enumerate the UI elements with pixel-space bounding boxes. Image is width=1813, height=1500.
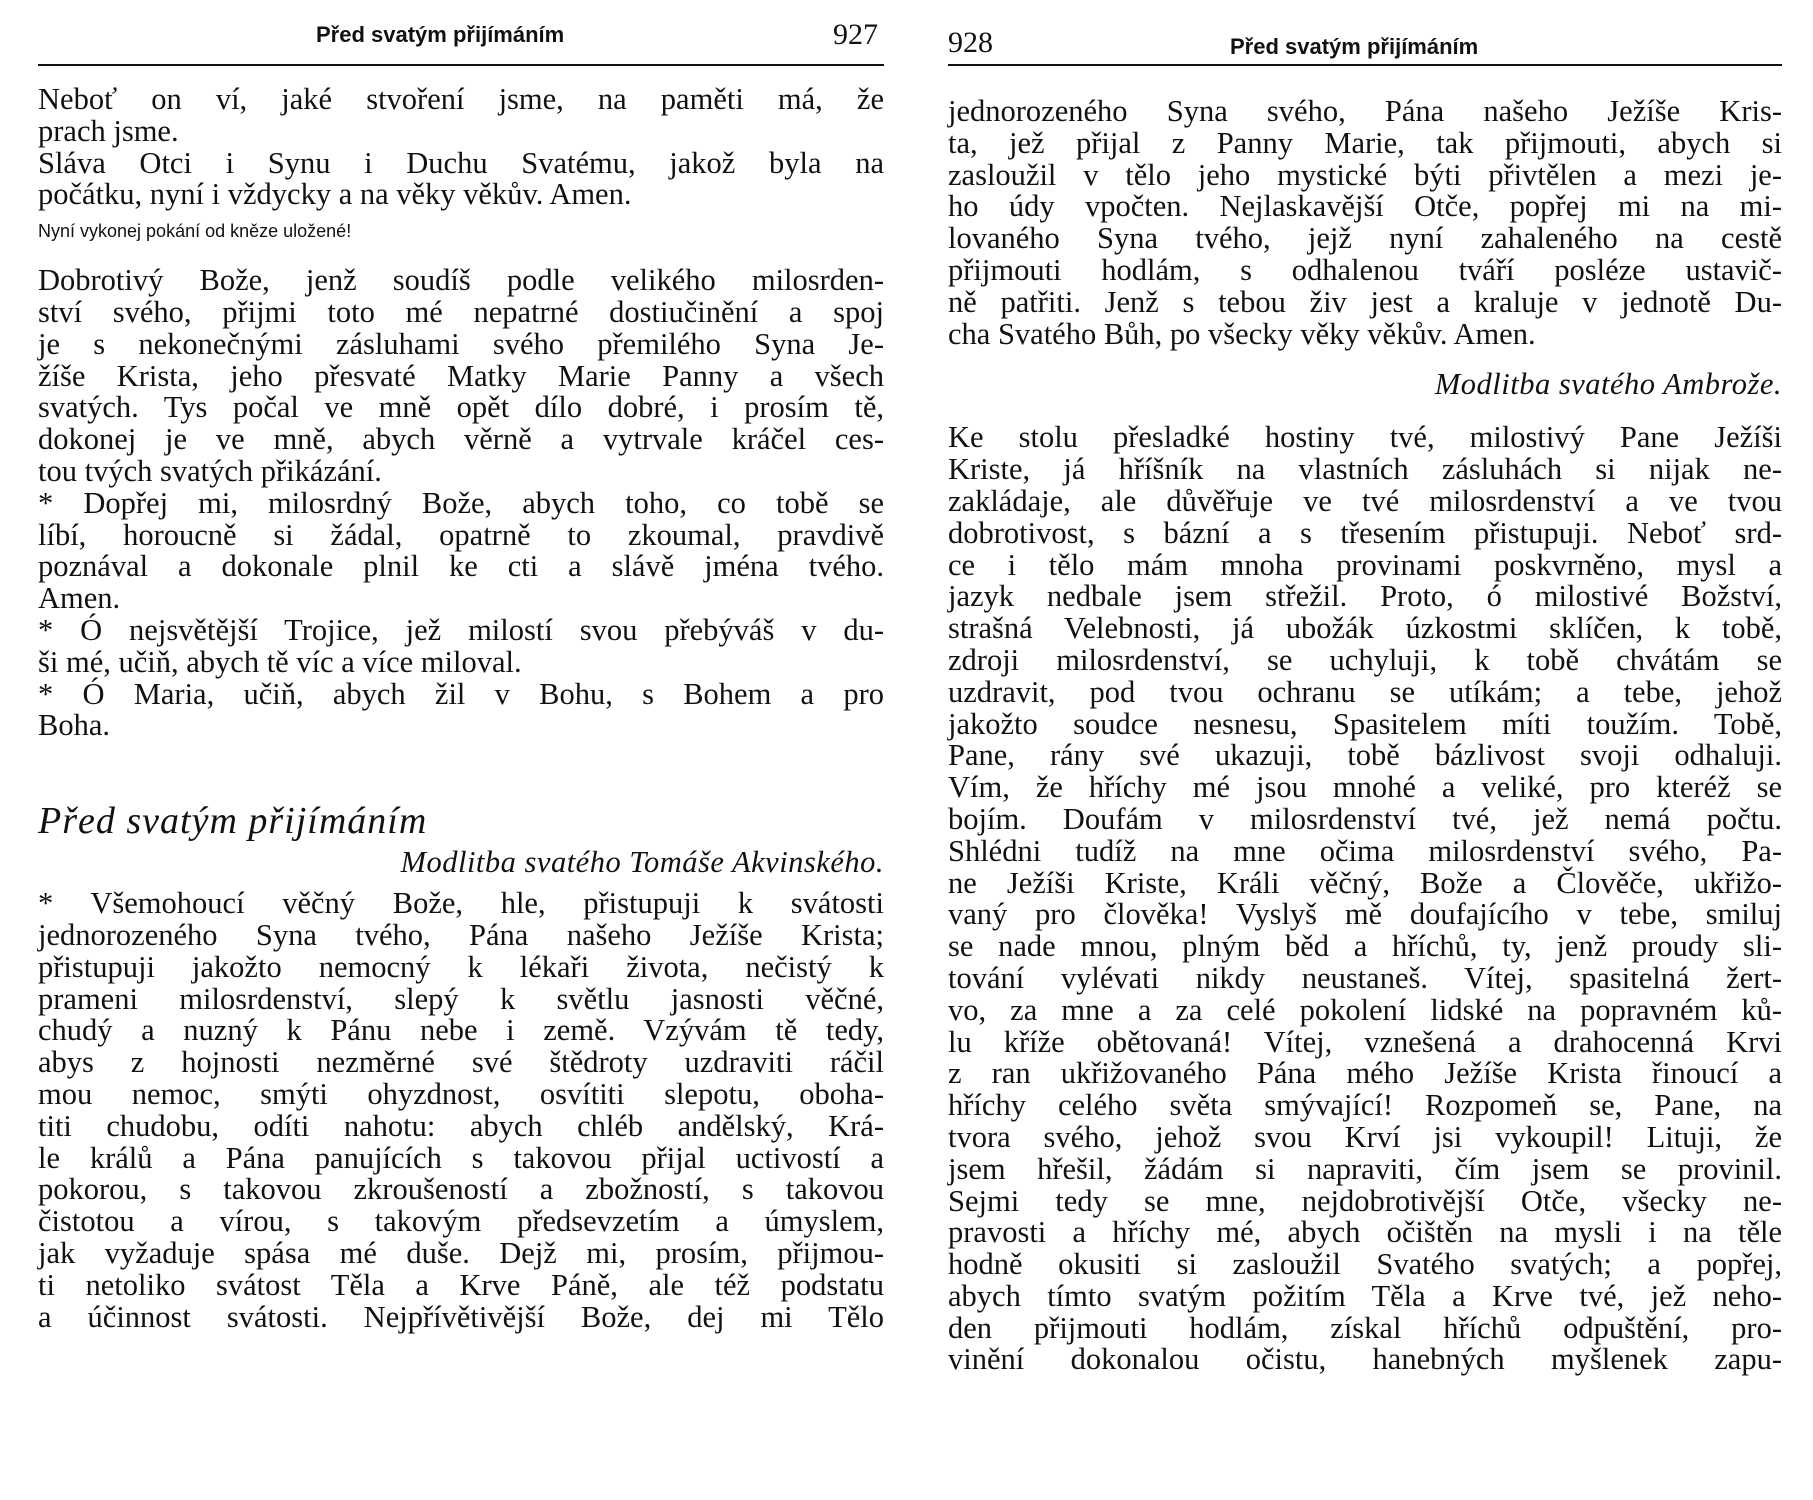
text-line: lu kříže obětovaná! Vítej, vznešená a drahocenná Krvi (948, 1024, 1782, 1059)
text-line: žíše Krista, jeho přesvaté Matky Marie Panny a všech (38, 358, 884, 393)
text-line: Sejmi tedy se mne, nejdobrotivější Otče, všecky ne- (948, 1183, 1782, 1218)
text-line: cha Svatého Bůh, po všecky věky věkův. Amen. (948, 316, 1536, 351)
text-line: pravosti a hříchy mé, abych očištěn na mysli i na těle (948, 1215, 1782, 1250)
text-block (948, 96, 1782, 350)
right-page-header (948, 16, 1782, 66)
text-line: jak vyžaduje spása mé duše. Dejž mi, prosím, přijmou- (38, 1235, 884, 1270)
text-line: ce i tělo mám mnoha provinami poskvrněno, mysl a (948, 547, 1782, 582)
text-line: hříchy celého světa smývající! Rozpomeň se, Pane, na (948, 1088, 1782, 1123)
left-page-header (38, 16, 884, 66)
text-line: Dobrotivý Bože, jenž soudíš podle velikého milosrden- (38, 263, 884, 298)
text-line: poznával a dokonale plnil ke cti a slávě jména tvého. (38, 549, 884, 584)
left-page (38, 0, 884, 1500)
text-line: vaný pro člověka! Vyslyš mě doufajícího v tebe, smiluj (948, 897, 1782, 932)
text-line: abych tímto svatým požitím Těla a Krve tvé, jež neho- (948, 1278, 1782, 1313)
text-line: dokonej je ve mně, abych věrně a vytrvale kráčel ces- (38, 422, 884, 457)
text-line: lovaného Syna tvého, jejž nyní zahaleného na cestě (948, 221, 1782, 256)
text-line: Shlédni tudíž na mne očima milosrdenství svého, Pa- (948, 833, 1782, 868)
text-line: tou tvých svatých přikázání. (38, 453, 382, 488)
text-line: Sláva Otci i Synu i Duchu Svatému, jakož byla na (38, 145, 884, 180)
text-line: jazyk nedbale jsem střežil. Proto, ó milostivé Božství, (948, 579, 1782, 614)
text-line: vinění dokonalou očistu, hanebných myšlenek zapu- (948, 1342, 1782, 1377)
text-line: z ran ukřižovaného Pána mého Ježíše Krista řinoucí a (948, 1056, 1782, 1091)
text-line: přistupuji jakožto nemocný k lékaři života, nečistý k (38, 949, 884, 984)
text-line: Kriste, já hříšník na vlastních zásluhách si nijak ne- (948, 452, 1782, 487)
text-line: hodně okusiti si zasloužil Svatého svatých; a popřej, (948, 1247, 1782, 1282)
text-line: tování vylévati nikdy neustaneš. Vítej, spasitelná žert- (948, 960, 1782, 995)
text-line: ta, jež přijal z Panny Marie, tak přijmouti, abych si (948, 125, 1782, 160)
text-line: mou nemoc, smýti ohyzdnost, osvítiti slepotu, oboha- (38, 1076, 884, 1111)
text-block (38, 888, 884, 1333)
text-line: čistotou a vírou, s takovým předsevzetím a úmyslem, (38, 1204, 884, 1239)
right-page (948, 0, 1782, 1500)
text-line: počátku, nyní i vždycky a na věky věkův. Amen. (38, 177, 632, 212)
text-line: pokorou, s takovou zkroušeností a zbožností, s takovou (38, 1172, 884, 1207)
section-heading: Před svatým přijímáním (38, 800, 428, 843)
text-line: * Všemohoucí věčný Bože, hle, přistupuji k svátosti (38, 886, 884, 921)
text-line: zakládaje, ale důvěřuje ve tvé milosrdenství a ve tvou (948, 483, 1782, 518)
text-line: strašná Velebnosti, já ubožák úzkostmi sklíčen, k tobě, (948, 611, 1782, 646)
text-line: se nade mnou, plným běd a hříchů, ty, jenž proudy sli- (948, 929, 1782, 964)
text-line: Boha. (38, 708, 111, 743)
text-line: Ke stolu přesladké hostiny tvé, milostivý Pane Ježíši (948, 420, 1782, 455)
text-line: tvora svého, jehož svou Krví jsi vykoupil! Lituji, že (948, 1119, 1782, 1154)
instruction-note: Nyní vykonej pokání od kněze uložené! (38, 221, 352, 242)
text-line: le králů a Pána panujících s takovou přijal uctivostí a (38, 1140, 884, 1175)
text-line: chudý a nuzný k Pánu nebe i země. Vzývám tě tedy, (38, 1013, 884, 1048)
text-line: a účinnost svátosti. Nejpřívětivější Bože, dej mi Tělo (38, 1299, 884, 1334)
text-line: ti netoliko svátost Těla a Krve Páně, ale též podstatu (38, 1267, 884, 1302)
text-line: Vím, že hříchy mé jsou mnohé a veliké, pro kteréž se (948, 770, 1782, 805)
text-line: líbí, horoucně si žádal, opatrně to zkoumal, pravdivě (38, 517, 884, 552)
text-line: uzdravit, pod tvou ochranu se utíkám; a tebe, jehož (948, 674, 1782, 709)
text-line: jsem hřešil, žádám si napraviti, čím jsem se provinil. (948, 1151, 1782, 1186)
page-number: 928 (948, 26, 993, 59)
text-line: zasloužil v tělo jeho mystické býti přivtělen a mezi je- (948, 157, 1782, 192)
text-line: vo, za mne a za celé pokolení lidské na popravném ků- (948, 992, 1782, 1027)
text-line: abys z hojnosti nezměrné své štědroty uzdraviti ráčil (38, 1045, 884, 1080)
running-title: Před svatým přijímáním (1230, 34, 1479, 59)
text-line: bojím. Doufám v milosrdenství tvé, jež nemá počtu. (948, 801, 1782, 836)
text-line: ho údy vpočten. Nejlaskavější Otče, popřej mi na mi- (948, 189, 1782, 224)
prayer-subtitle: Modlitba svatého Tomáše Akvinského. (400, 845, 884, 880)
text-block (38, 84, 884, 211)
text-line: Amen. (38, 581, 121, 616)
prayer-subtitle: Modlitba svatého Ambrože. (1434, 367, 1782, 402)
page-number: 927 (833, 18, 878, 51)
text-line: Neboť on ví, jaké stvoření jsme, na paměti má, že (38, 82, 884, 116)
text-line: prach jsme. (38, 113, 179, 148)
text-line: prameni milosrdenství, slepý k světlu jasnosti věčné, (38, 981, 884, 1016)
text-line: je s nekonečnými zásluhami svého přemilého Syna Je- (38, 326, 884, 361)
text-line: titi chudobu, odíti nahotu: abych chléb andělský, Krá- (38, 1108, 884, 1143)
text-line: jednorozeného Syna svého, Pána našeho Ježíše Kris- (948, 94, 1782, 128)
text-line: přijmouti hodlám, s odhalenou tváří posléze ustavič- (948, 252, 1782, 287)
running-title: Před svatým přijímáním (316, 22, 565, 47)
text-line: zdroji milosrdenství, se uchyluji, k tobě chvátám se (948, 642, 1782, 677)
text-line: ne Ježíši Kriste, Králi věčný, Bože a Člověče, ukřižo- (948, 865, 1782, 900)
left-page-body (38, 84, 884, 1333)
text-line: * Ó Maria, učiň, abych žil v Bohu, s Bohem a pro (38, 676, 884, 711)
text-line: ství svého, přijmi toto mé nepatrné dostiučinění a spoj (38, 294, 884, 329)
text-line: jednorozeného Syna tvého, Pána našeho Ježíše Krista; (38, 917, 884, 952)
text-block (948, 422, 1782, 1376)
text-line: svatých. Tys počal ve mně opět dílo dobré, i prosím tě, (38, 390, 884, 425)
text-line: * Ó nejsvětější Trojice, jež milostí svou přebýváš v du- (38, 612, 884, 647)
text-line: ně patřiti. Jenž s tebou živ jest a kraluje v jednotě Du- (948, 284, 1782, 319)
text-line: ši mé, učiň, abych tě víc a více miloval. (38, 644, 522, 679)
text-line: jakožto soudce nesnesu, Spasitelem míti toužím. Tobě, (948, 706, 1782, 741)
text-block (38, 265, 884, 742)
text-line: * Dopřej mi, milosrdný Bože, abych toho, co tobě se (38, 485, 884, 520)
text-line: den přijmouti hodlám, získal hříchů odpuštění, pro- (948, 1310, 1782, 1345)
text-line: dobrotivost, s bázní a s třesením přistupuji. Neboť srd- (948, 515, 1782, 550)
text-line: Pane, rány své ukazuji, tobě bázlivost svoji odhaluji. (948, 738, 1782, 773)
right-page-body (948, 96, 1782, 1376)
